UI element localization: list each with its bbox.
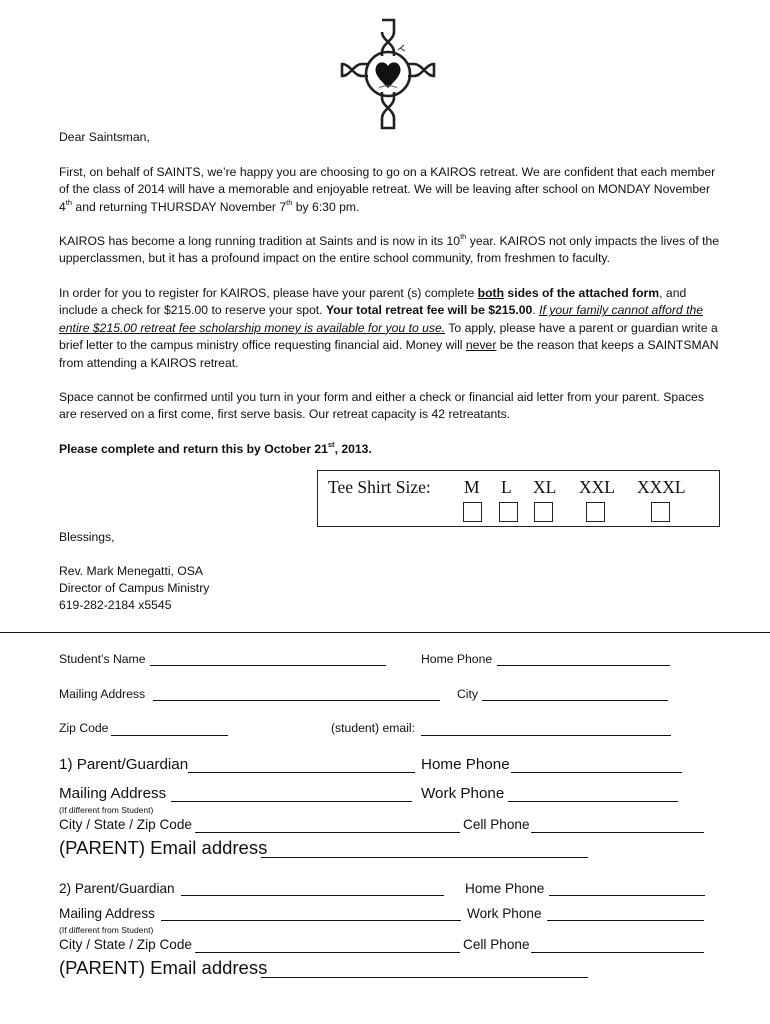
parent2-city-state-zip-field[interactable] — [195, 952, 460, 953]
parent1-email-field[interactable] — [261, 857, 588, 858]
parent1-mailing-label: Mailing Address — [59, 785, 167, 802]
parent1-home-phone-field[interactable] — [511, 772, 682, 773]
signature-name: Rev. Mark Menegatti, OSA — [59, 564, 204, 578]
paragraph-intro: First, on behalf of SAINTS, we’re happy you are choosing to go on a KAIROS retreat. We are confident that each member of the class of 2014 will have a memorable and enjoyable retreat. We will be leaving after school on MONDAY November 4th and returning THURSDAY November 7th by 6:30 pm. — [59, 165, 716, 214]
parent2-guardian-field[interactable] — [181, 895, 444, 896]
student-email-field[interactable] — [421, 735, 671, 736]
home-phone-field[interactable] — [497, 665, 670, 666]
size-checkbox-m[interactable] — [463, 502, 482, 522]
parent2-home-phone-field[interactable] — [549, 895, 705, 896]
paragraph-tradition: KAIROS has become a long running tradition at Saints and is now in its 10th year. KAIROS not only impacts the lives of the upperclassmen, but it has a profound impact on the entire school community, from freshmen to faculty. — [59, 231, 720, 266]
parent2-email-label: (PARENT) Email address — [59, 957, 268, 978]
parent2-work-phone-label: Work Phone — [467, 906, 542, 921]
mailing-address-field[interactable] — [153, 700, 440, 701]
parent1-cell-phone-field[interactable] — [531, 832, 704, 833]
section-divider — [0, 632, 770, 633]
deadline-notice: Please complete and return this by October 21st, 2013. — [59, 439, 372, 456]
heart-icon — [376, 62, 401, 88]
tee-shirt-label: Tee Shirt Size: — [328, 477, 431, 497]
city-label: City — [457, 687, 478, 701]
size-label-xl: XL — [533, 477, 557, 497]
parent1-guardian-label: 1) Parent/Guardian — [59, 756, 189, 773]
closing: Blessings, — [59, 530, 115, 544]
parent2-mailing-field[interactable] — [161, 920, 461, 921]
size-checkbox-xxxl[interactable] — [651, 502, 670, 522]
size-checkbox-xxl[interactable] — [586, 502, 605, 522]
signature-phone: 619-282-2184 x5545 — [59, 598, 172, 612]
parent2-city-state-zip-label: City / State / Zip Code — [59, 937, 192, 952]
size-label-l: L — [501, 477, 512, 497]
tee-shirt-size-box — [317, 470, 720, 527]
paragraph-registration: In order for you to register for KAIROS, please have your parent (s) complete both sides of the attached form, and include a check for $215.00 to reserve your spot. Your total retreat fee will be $215.00. If your family cannot afford the entire $215.00 retreat fee scholarship money is available for you to use. To apply, please have a parent or guardian write a brief letter to the campus ministry office requesting financial aid. Money will never be the reason that keeps a SAINTSMAN from attending a KAIROS retreat. — [59, 286, 719, 370]
signature-title: Director of Campus Ministry — [59, 581, 210, 595]
size-checkbox-l[interactable] — [499, 502, 518, 522]
parent1-if-different-note: (If different from Student) — [59, 805, 154, 815]
student-email-label: (student) email: — [331, 721, 415, 735]
parent1-work-phone-label: Work Phone — [421, 785, 505, 802]
parent1-cell-phone-label: Cell Phone — [463, 817, 530, 832]
size-label-xxl: XXL — [579, 477, 615, 497]
parent2-guardian-label: 2) Parent/Guardian — [59, 881, 175, 896]
student-name-field[interactable] — [150, 665, 386, 666]
parent2-mailing-label: Mailing Address — [59, 906, 155, 921]
home-phone-label: Home Phone — [421, 652, 493, 666]
parent2-cell-phone-field[interactable] — [531, 952, 704, 953]
parent2-email-field[interactable] — [261, 977, 588, 978]
zip-code-field[interactable] — [111, 735, 228, 736]
salutation: Dear Saintsman, — [59, 130, 150, 144]
size-checkbox-xl[interactable] — [534, 502, 553, 522]
parent1-guardian-field[interactable] — [188, 772, 415, 773]
parent2-home-phone-label: Home Phone — [465, 881, 545, 896]
parent1-city-state-zip-field[interactable] — [195, 832, 460, 833]
parent1-city-state-zip-label: City / State / Zip Code — [59, 817, 192, 832]
size-label-xxxl: XXXL — [637, 477, 686, 497]
zip-code-label: Zip Code — [59, 721, 109, 735]
parent1-home-phone-label: Home Phone — [421, 756, 510, 773]
kairos-cross-logo — [338, 18, 438, 130]
parent2-if-different-note: (If different from Student) — [59, 925, 154, 935]
parent1-email-label: (PARENT) Email address — [59, 837, 268, 858]
parent2-work-phone-field[interactable] — [547, 920, 704, 921]
paragraph-space: Space cannot be confirmed until you turn in your form and either a check or financial aid letter from your parent. Spaces are reserved on a first come, first serve basis. Our retreat capacity is 42 retreatants. — [59, 390, 704, 422]
parent1-work-phone-field[interactable] — [508, 801, 678, 802]
student-name-label: Student’s Name — [59, 652, 146, 666]
city-field[interactable] — [482, 700, 668, 701]
parent1-mailing-field[interactable] — [171, 801, 412, 802]
mailing-address-label: Mailing Address — [59, 687, 146, 701]
parent2-cell-phone-label: Cell Phone — [463, 937, 530, 952]
size-label-m: M — [464, 477, 480, 497]
